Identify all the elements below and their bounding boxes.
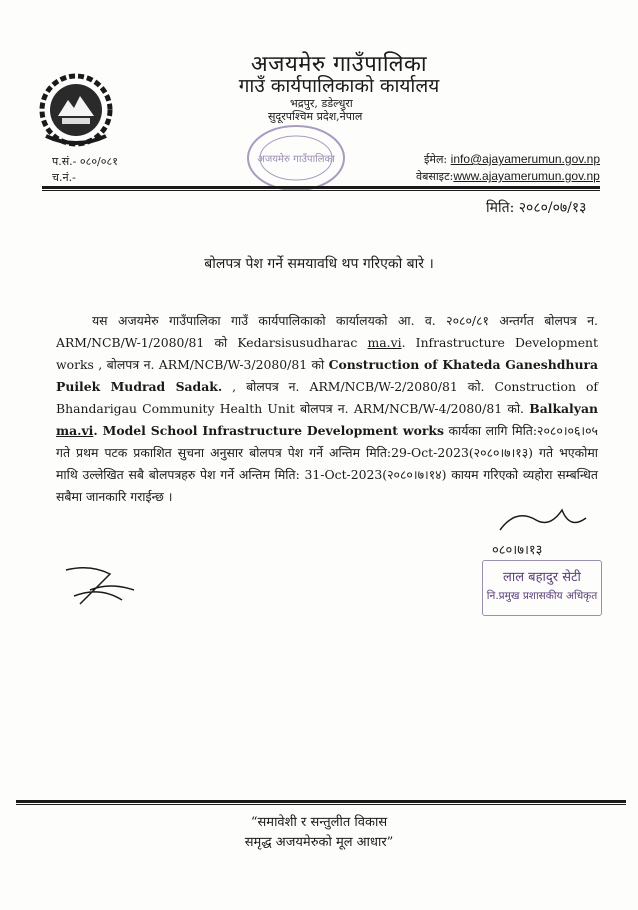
office-title-line1: अजयमेरु गाउँपालिका: [250, 52, 428, 77]
officer-name: लाल बहादुर सेटी: [503, 570, 581, 585]
address-line1: भद्रपुर, डडेल्धुरा: [290, 97, 353, 110]
header-divider: [42, 186, 600, 189]
email-line: [424, 152, 600, 167]
footer-divider: [16, 800, 626, 803]
email-label: ईमेल:: [424, 153, 448, 166]
office-title-line2: गाउँ कार्यपालिकाको कार्यालय: [238, 75, 440, 97]
officer-designation: नि.प्रमुख प्रशासकीय अधिकृत: [486, 590, 598, 602]
website-label: वेबसाइट:: [416, 170, 454, 183]
letter-subject: बोलपत्र पेश गर्ने समयावधि थप गरिएको बारे ।: [204, 256, 434, 272]
letter-date: मिति: २०८०/०७/१३: [486, 200, 587, 216]
signature-date: ०८०।७।१३: [492, 543, 543, 558]
reference-number: प.सं.- ०८०/०८१: [52, 155, 118, 168]
website-line: [416, 169, 600, 184]
officer-stamp: [482, 560, 602, 616]
website-link[interactable]: www.ajayamerumun.gov.np: [453, 169, 600, 183]
dispatch-number: च.नं.-: [52, 171, 76, 184]
motto-line1: “समावेशी र सन्तुलीत विकास: [250, 815, 388, 830]
letter-body: यस अजयमेरु गाउँपालिका गाउँ कार्यपालिकाको कार्यालयको आ. व. २०८०/८१ अन्तर्गत बोलपत्र न. ARM/NCB/W-1/2080/81 को Kedarsisusudharac ma.vi. Infrastructure Development works , बोलपत्र न. ARM/NCB/W-3/2080/81 को Construction of Khateda Ganeshdhura Puilek Mudrad Sadak. , बोलपत्र न. ARM/NCB/W-2/2080/81 को. Construction of Bhandarigau Community Health Unit बोलपत्र न. ARM/NCB/W-4/2080/81 को. Balkalyan ma.vi. Model School Infrastructure Development works कार्यका लागि मिति:२०८०।०६।०५ गते प्रथम पटक प्रकाशित सुचना अनुसार बोलपत्र पेश गर्ने अन्तिम मिति:29-Oct-2023(२०८०।७।१३) गते भएकोमा माथि उल्लेखित सबै बोलपत्रहरु पेश गर्ने अन्तिम मिति: 31-Oct-2023(२०८०।७।१४) कायम गरिएको व्यहोरा सम्बन्धित सबैमा जानकारि गराईन्छ ।: [56, 313, 599, 504]
email-link[interactable]: info@ajayamerumun.gov.np: [450, 152, 601, 166]
motto-line2: समृद्ध अजयमेरुको मूल आधार”: [244, 835, 394, 850]
officer-signature: [486, 500, 596, 560]
seal-text: अजयमेरु गाउँपालिका: [257, 154, 335, 165]
office-seal-stamp: [244, 122, 348, 194]
footer-divider-thin: [16, 804, 626, 805]
header-divider-thin: [42, 190, 600, 191]
left-signature: [60, 560, 140, 610]
address-line2: सुदूरपश्चिम प्रदेश,नेपाल: [268, 110, 363, 123]
